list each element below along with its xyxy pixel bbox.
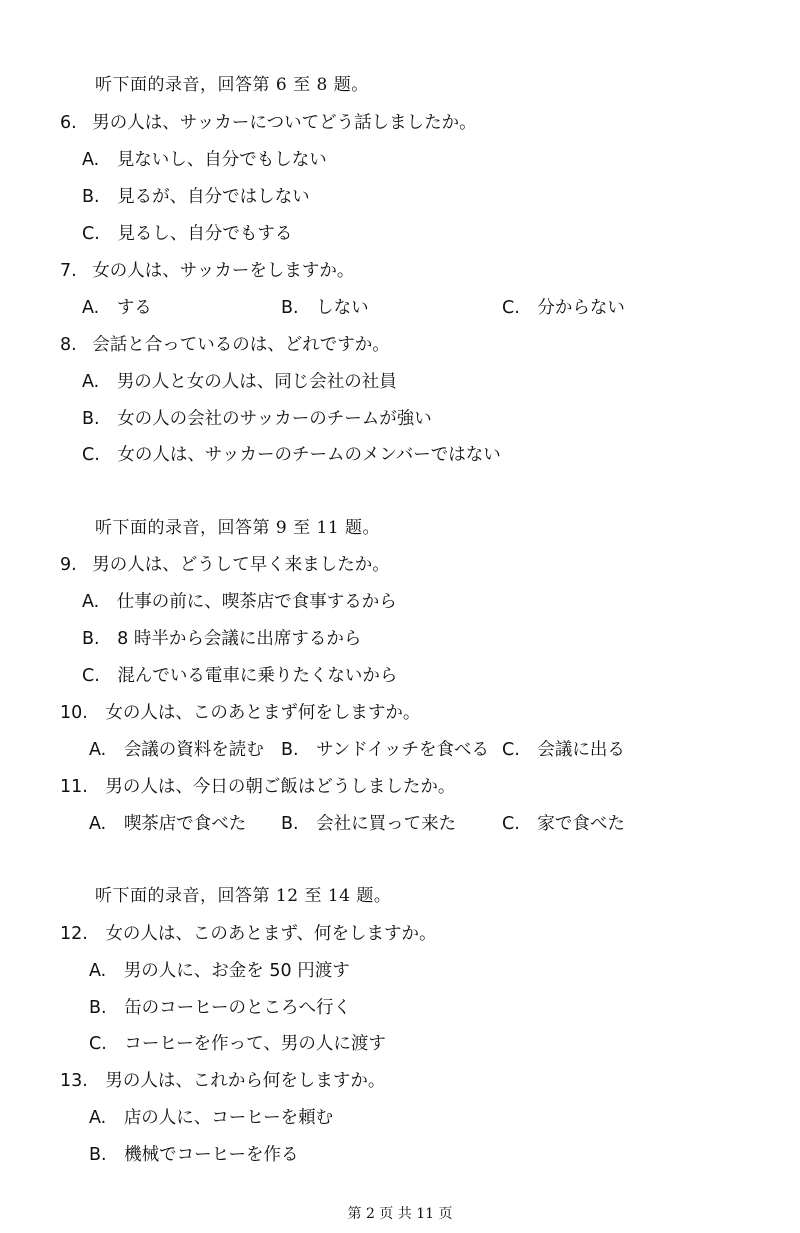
option-label: B.	[89, 1145, 107, 1165]
option-label: C.	[502, 298, 520, 318]
option-label: A.	[89, 814, 107, 834]
option-9c	[82, 664, 397, 688]
option-label: C.	[82, 224, 100, 244]
option-label: C.	[89, 1034, 107, 1054]
question-number: 12.	[60, 924, 88, 944]
question-text: 男の人は、今日の朝ご飯はどうしましたか。	[105, 777, 456, 797]
section-instruction: 听下面的录音，回答第 9 至 11 题。	[95, 518, 381, 538]
option-10b	[281, 738, 489, 762]
option-text: 会議の資料を読む	[123, 740, 264, 760]
option-label: A.	[89, 740, 107, 760]
question-number: 10.	[60, 703, 88, 723]
option-8a	[82, 370, 397, 394]
option-text: 会社に買って来た	[316, 814, 457, 834]
question-number: 13.	[60, 1071, 88, 1091]
option-12a	[89, 959, 350, 983]
option-10c	[502, 738, 625, 762]
question-8	[60, 333, 390, 357]
option-12c	[89, 1032, 386, 1056]
option-label: A.	[82, 372, 100, 392]
question-text: 男の人は、サッカーについてどう話しましたか。	[92, 113, 477, 133]
section-instruction: 听下面的录音，回答第 12 至 14 题。	[95, 886, 392, 906]
option-9a	[82, 590, 397, 614]
option-11b	[281, 812, 456, 836]
section-instruction: 听下面的录音，回答第 6 至 8 题。	[95, 75, 369, 95]
option-label: B.	[281, 740, 299, 760]
option-label: A.	[82, 298, 100, 318]
option-text: する	[116, 298, 152, 318]
question-text: 男の人は、これから何をしますか。	[105, 1071, 386, 1091]
option-text: 見ないし、自分でもしない	[116, 150, 327, 170]
option-text: 女の人の会社のサッカーのチームが強い	[117, 409, 432, 429]
option-6c	[82, 222, 292, 246]
option-label: A.	[89, 1108, 107, 1128]
option-text: しない	[316, 298, 369, 318]
option-8b	[82, 407, 432, 431]
option-label: A.	[82, 592, 100, 612]
option-label: B.	[82, 187, 100, 207]
option-label: A.	[82, 150, 100, 170]
option-8c	[82, 443, 501, 467]
question-number: 7.	[60, 261, 77, 281]
option-text: コーヒーを作って、男の人に渡す	[124, 1034, 386, 1054]
question-text: 女の人は、このあとまず何をしますか。	[105, 703, 421, 723]
option-text: 見るが、自分ではしない	[117, 187, 310, 207]
question-12	[60, 922, 437, 946]
option-text: 女の人は、サッカーのチームのメンバーではない	[117, 445, 501, 465]
option-13a	[89, 1106, 333, 1130]
option-label: B.	[281, 814, 299, 834]
question-number: 6.	[60, 113, 77, 133]
option-label: B.	[82, 629, 100, 649]
option-label: B.	[82, 409, 100, 429]
option-7a	[82, 296, 152, 320]
question-number: 9.	[60, 555, 77, 575]
question-text: 女の人は、サッカーをしますか。	[92, 261, 355, 281]
question-text: 男の人は、どうして早く来ましたか。	[92, 555, 390, 575]
option-text: 喫茶店で食べた	[123, 814, 247, 834]
question-number: 8.	[60, 335, 77, 355]
option-text: 仕事の前に、喫茶店で食事するから	[116, 592, 397, 612]
option-text: 会議に出る	[537, 740, 625, 760]
option-label: C.	[82, 445, 100, 465]
option-text: 見るし、自分でもする	[117, 224, 293, 244]
question-10	[60, 701, 420, 725]
option-6b	[82, 185, 310, 209]
option-label: A.	[89, 961, 107, 981]
question-9	[60, 553, 390, 577]
option-9b	[82, 627, 361, 651]
option-6a	[82, 148, 327, 172]
option-text: サンドイッチを食べる	[316, 740, 490, 760]
question-text: 会話と合っているのは、どれですか。	[92, 335, 390, 355]
option-12b	[89, 996, 351, 1020]
option-label: B.	[281, 298, 299, 318]
option-text: 混んでいる電車に乗りたくないから	[117, 666, 398, 686]
page-footer: 第 2 页 共 11 页	[347, 1206, 453, 1222]
option-label: C.	[502, 814, 520, 834]
option-text: 男の人と女の人は、同じ会社の社員	[116, 372, 397, 392]
option-text: 店の人に、コーヒーを頼む	[123, 1108, 334, 1128]
option-7b	[281, 296, 369, 320]
question-11	[60, 775, 455, 799]
option-label: B.	[89, 998, 107, 1018]
option-text: 缶のコーヒーのところへ行く	[124, 998, 351, 1018]
option-11c	[502, 812, 625, 836]
question-number: 11.	[60, 777, 88, 797]
question-6	[60, 111, 477, 135]
option-7c	[502, 296, 625, 320]
option-text: 家で食べた	[537, 814, 625, 834]
option-13b	[89, 1143, 298, 1167]
question-7	[60, 259, 354, 283]
option-label: C.	[82, 666, 100, 686]
option-label: C.	[502, 740, 520, 760]
option-text: 8 時半から会議に出席するから	[117, 629, 362, 649]
option-text: 分からない	[537, 298, 625, 318]
question-text: 女の人は、このあとまず、何をしますか。	[105, 924, 437, 944]
option-11a	[89, 812, 246, 836]
option-text: 機械でコーヒーを作る	[124, 1145, 299, 1165]
question-13	[60, 1069, 385, 1093]
option-10a	[89, 738, 264, 762]
option-text: 男の人に、お金を 50 円渡す	[123, 961, 350, 981]
